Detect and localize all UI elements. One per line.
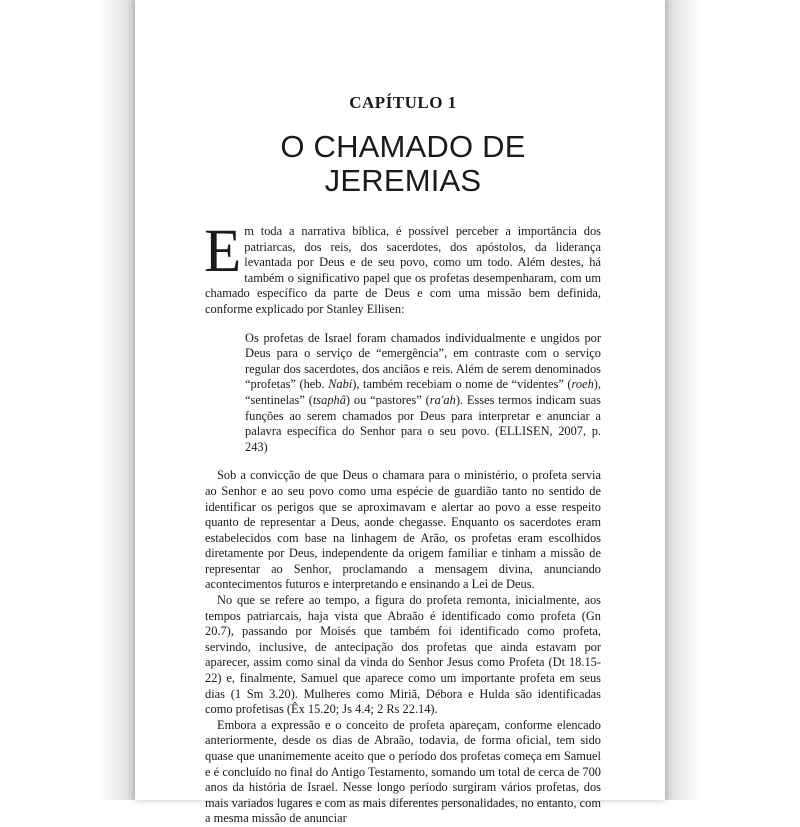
quote-term-raah: ra'ah [429,392,456,407]
block-quote [245,331,601,456]
intro-paragraph [204,218,601,318]
chapter-title-line-2: JEREMIAS [324,163,482,198]
body-paragraph-1: Sob a convicção de que Deus o chamara para o ministério, o profeta servia ao Senhor e ao seu povo como uma espécie de guardião tanto no sentido de identificar os perigos que se aproximavam e alertar ao povo a esse respeito quanto de representar a Deus, aonde chegasse. Enquanto os sacerdotes eram estabelecidos com base na linhagem de Arão, os profetas eram escolhidos diretamente por Deus, independente da origem familiar e tinham a missão de representar ao Senhor, proclamando a mensagem divina, anunciando acontecimentos futuros e interpretando e ensinando a Lei de Deus. [205,468,601,592]
drop-cap: E [204,218,242,285]
quote-term-tsapha: tsaphâ [312,392,346,407]
quote-term-nabi: Nabi [328,377,353,392]
quote-part-2: ), também recebiam o nome de “videntes” ( [352,377,572,392]
body-paragraph-2: No que se refere ao tempo, a figura do profeta remonta, inicialmente, aos tempos patriarcais, haja vista que Abraão é identificado como profeta (Gn 20.7), passando por Moisés que também foi identificado como profeta, servindo, inclusive, de antecipação dos profetas que ainda estavam por aparecer, assim como sinal da vinda do Senhor Jesus como Profeta (Dt 18.15-22) e, finalmente, Samuel que aparece como um importante profeta em seus dias (1 Sm 3.20). Mulheres como Miriã, Débora e Hulda são identificadas como profetisas (Êx 15.20; Js 4.4; 2 Rs 22.14). [205,593,601,717]
chapter-title-line-1: O CHAMADO DE [280,129,526,164]
left-background-shadow [0,0,135,800]
quote-part-3: ), “sentinelas” ( [245,377,602,407]
right-background-shadow [665,0,800,800]
quote-part-4: ) ou “pastores” ( [345,392,430,407]
chapter-label: CAPÍTULO 1 [349,93,457,112]
intro-text: m toda a narrativa bíblica, é possível perceber a importância dos patriarcas, dos reis, dos sacerdotes, dos apóstolos, da liderança levantada por Deus e de seu povo, como um todo. Além destes, há também o significativo papel que os profetas desempenharam, com um chamado específico da parte de Deus e com uma missão bem definida, conforme explicado por Stanley Ellisen: [205,224,601,316]
book-page [135,0,665,826]
page-content [205,92,601,827]
body-paragraph-3: Embora a expressão e o conceito de profeta apareçam, conforme elencado anteriormente, desde os dias de Abraão, todavia, de forma oficial, tem sido quase que unanimemente aceito que o período dos profetas começa em Samuel e é concluído no final do Antigo Testamento, somando um total de cerca de 700 anos da história de Israel. Nesse longo período surgiram vários profetas, dos mais variados lugares e com as mais diferentes personalidades, no entanto, com a mesma missão de anunciar [205,717,601,826]
chapter-title [205,130,601,198]
quote-term-roeh: roeh [571,377,594,392]
quote-part-5: ). Esses termos indicam suas funções ao serem chamados por Deus para interpretar e anunciar a palavra específica do Senhor para o seu povo. (ELLISEN, 2007, p. 243) [245,392,601,454]
quote-part-1: Os profetas de Israel foram chamados individualmente e ungidos por Deus para o serviço de “emergência”, em contraste com o serviço regular dos sacerdotes, dos anciãos e reis. Além de serem denominados “profetas” (heb. [245,330,601,392]
